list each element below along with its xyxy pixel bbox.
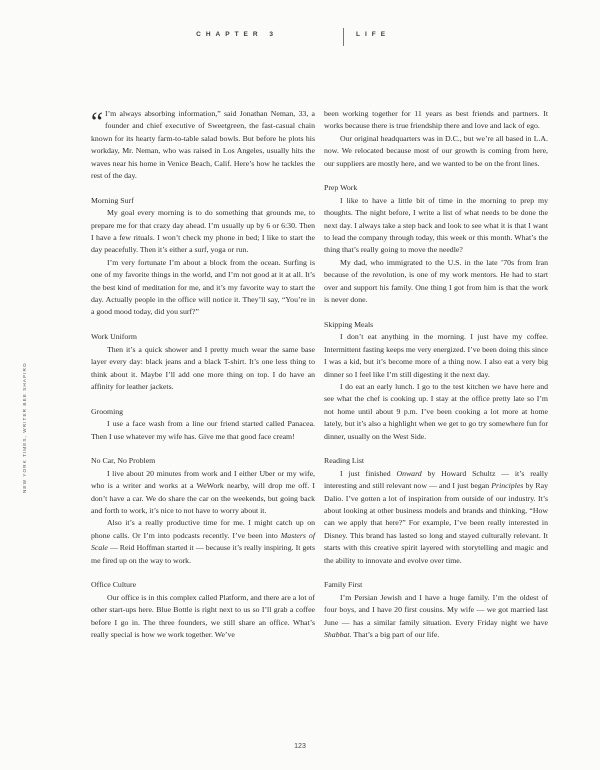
shabbat-term: Shabbat [324, 630, 350, 639]
paragraph: been working together for 11 years as best friends and partners. It works because there is true friendship there and love and lack of ego. [324, 109, 548, 131]
heading-office-culture: Office Culture [91, 580, 137, 590]
paragraph: Also it’s a really productive time for me. I might catch up on phone calls. Or I’m into podcasts recently. I’ve been into Masters of Scale — Reid Hoffman started it — because it’s really inspiring. It gets me fired up on the way to work. [91, 518, 315, 565]
page-number: 123 [294, 743, 306, 750]
paragraph: I’m Persian Jewish and I have a huge family. I’m the oldest of four boys, and I have 20 first cousins. My wife — we got married last June — has a similar family situation. Every Friday night we have Shabbat. That’s a big part of our life. [324, 592, 548, 639]
heading-reading-list: Reading List [324, 456, 365, 466]
heading-prep-work: Prep Work [324, 183, 358, 193]
paragraph: Our office is in this complex called Platform, and there are a lot of other start-ups here. Blue Bottle is right next to us so I’ll grab a coffee before I go in. The three founders, we still share an office. What’s really special is how we work together. We’ve [91, 592, 315, 639]
chapter-label: CHAPTER 3 [196, 31, 278, 38]
heading-work-uniform: Work Uniform [91, 332, 137, 342]
left-column [91, 108, 315, 641]
paragraph: Then it’s a quick shower and I pretty much wear the same base layer every day: black jeans and a black T-shirt. It’s one less thing to think about it. Maybe I’ll add one more thing on top. I do have an affinity for leather jackets. [91, 344, 315, 391]
drop-quote-mark: “ [91, 107, 103, 137]
paragraph: I use a face wash from a line our friend started called Panacea. Then I use whatever my wife has. Give me that good face cream! [91, 419, 315, 441]
paragraph: My dad, who immigrated to the U.S. in the late ’70s from Iran because of the revolution, is one of my work mentors. He had to start over and support his family. One thing I got from him is that the work is never done. [324, 257, 548, 305]
section-label: LIFE [356, 31, 391, 38]
paragraph: Our original headquarters was in D.C., but we’re all based in L.A. now. We relocated because most of our growth is coming from here, our suppliers are mostly here, and we wanted to be on the front lines. [324, 133, 548, 168]
paragraph: I just finished Onward by Howard Schultz — it’s really interesting and still relevant now — and I just began Principles by Ray Dalio. I’ve gotten a lot of inspiration from outside of our industry. It’s about looking at other business models and brands and thinking, “How can we apply that here?” For example, I’ve been really interested in Disney. This brand has lasted so long and stayed culturally relevant. It starts with this creative spirit layered with storytelling and magic and the ability to innovate and evolve over time. [324, 468, 548, 565]
heading-grooming: Grooming [91, 406, 124, 416]
side-credit: NEW YORK TIMES, WRITER BEE SHAPIRO [22, 362, 27, 493]
paragraph: I like to have a little bit of time in the morning to prep my thoughts. The night before, I write a list of what needs to be done the next day. I always take a step back and look to see what it is that I want to lead the company through today, this week or this month. What’s the thing that’s really going to move the needle? [324, 195, 548, 255]
heading-family-first: Family First [324, 580, 363, 590]
heading-skipping-meals: Skipping Meals [324, 319, 374, 329]
paragraph: I don’t eat anything in the morning. I just have my coffee. Intermittent fasting keeps me very energized. I’ve been doing this since I was a kid, but it’s become more of a thing now. I also eat a very big dinner so I feel like I’m still digesting it the next day. [324, 332, 548, 379]
podcast-title: Masters of Scale [91, 530, 315, 553]
book-title: Principles [491, 481, 524, 491]
paragraph: My goal every morning is to do something that grounds me, to prepare me for that crazy day ahead. I’m usually up by 6 or 6:30. Then I have a few rituals. I won’t check my phone in bed; I like to start the day peacefully. Then it’s either a surf, yoga or run. [91, 208, 315, 255]
paragraph: I live about 20 minutes from work and I either Uber or my wife, who is a writer and works at a WeWork nearby, will drop me off. I don’t have a car. We do share the car on the weekends, but going back and forth to work, it’s nice to not have to worry about it. [91, 468, 315, 515]
book-title: Onward [396, 468, 422, 478]
paragraph: I’m very fortunate I’m about a block from the ocean. Surfing is one of my favorite things in the world, and I’m not good at it at all. It’s the best kind of meditation for me, and it’s my favorite way to start the day. Actually people in the office will notice it. They’ll say, “You’re in a good mood today, did you surf?” [91, 257, 315, 317]
paragraph: I do eat an early lunch. I go to the test kitchen we have here and see what the chef is cooking up. I stay at the office pretty late so I’m not home until about 9 p.m. I’ve been cooking a lot more at home lately, but it’s also a highlight when we get to go try somewhere fun for dinner, usually on the West Side. [324, 381, 548, 441]
heading-no-car: No Car, No Problem [91, 456, 156, 466]
intro-paragraph: “ I’m always absorbing information,” said Jonathan Neman, 33, a founder and chief executive of Sweetgreen, the fast-casual chain known for its hearty farm-to-table salad bowls. But before he plots his workday, Mr. Neman, who was raised in Los Angeles, usually hits the waves near his home in Venice Beach, Calif. Here’s how he tackles the rest of the day. [91, 107, 315, 181]
header-divider [343, 28, 344, 46]
running-header [0, 31, 600, 45]
right-column [324, 108, 548, 641]
heading-morning-surf: Morning Surf [91, 195, 134, 205]
